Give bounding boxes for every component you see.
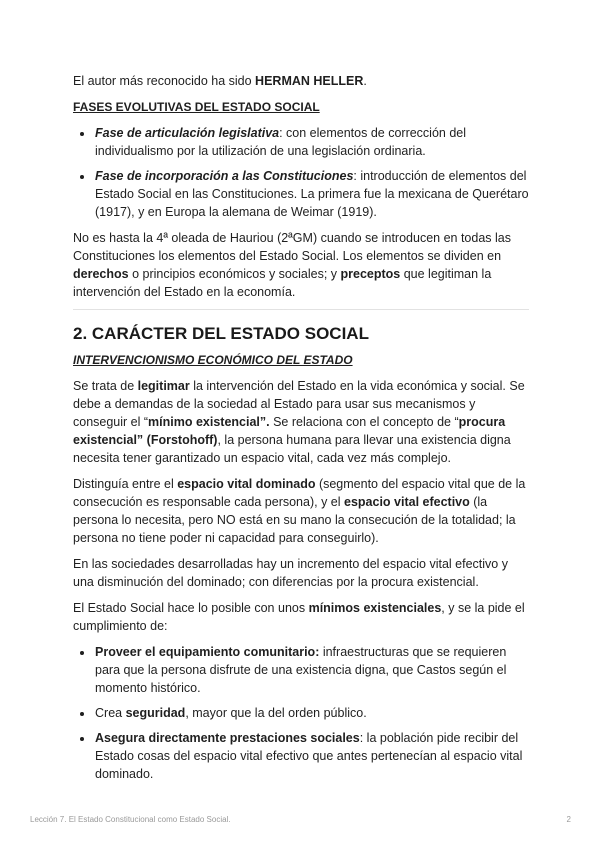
list-item	[94, 643, 529, 697]
fases-list	[73, 124, 529, 221]
bold-run: Asegura directamente prestaciones sociales	[95, 731, 360, 745]
bold-run: mínimo existencial”.	[148, 415, 270, 429]
text-run: la intervención del Estado en la vida económica y social. Se debe a demandas de la sociedad al Estado para usar sus mecanismos y conseguir el “	[73, 379, 525, 429]
legitimar-paragraph	[73, 377, 529, 467]
fase-text: : introducción de elementos del Estado Social en las Constituciones. La primera fue la mexicana de Querétaro (1917), y en Europa la alemana de Weimar (1919).	[95, 169, 529, 219]
list-item	[94, 124, 529, 160]
bold-run: espacio vital efectivo	[344, 495, 470, 509]
cumplimiento-list	[73, 643, 529, 783]
section-subheading: INTERVENCIONISMO ECONÓMICO DEL ESTADO	[73, 353, 353, 367]
bold-run: mínimos existenciales	[308, 601, 442, 615]
text-run: que legitiman la intervención del Estado en la economía.	[73, 267, 492, 299]
section-title: 2. CARÁCTER DEL ESTADO SOCIAL	[73, 324, 369, 343]
text-run: Distinguía entre el	[73, 477, 178, 491]
page-footer	[30, 811, 571, 829]
text-run: infraestructuras que se requieren para que la persona disfrute de una existencia digna, que Castos según el momento histórico.	[95, 645, 507, 695]
fase-text: : con elementos de corrección del individualismo por la utilización de una legislación ordinaria.	[95, 126, 467, 158]
bold-run: seguridad	[125, 706, 186, 720]
text-run: (segmento del espacio vital que de la consecución es responsable cada persona), y el	[73, 477, 526, 509]
section-divider	[73, 309, 529, 310]
footer-title: Lección 7. El Estado Constitucional como Estado Social.	[30, 815, 231, 824]
page-number: 2	[566, 815, 571, 824]
text-run: o principios económicos y sociales; y	[128, 267, 341, 281]
bold-run: Proveer el equipamiento comunitario:	[95, 645, 320, 659]
sociedades-paragraph: En las sociedades desarrolladas hay un incremento del espacio vital efectivo y una disminución del dominado; con diferencias por la procura existencial.	[73, 557, 508, 589]
text-run: , mayor que la del orden público.	[185, 706, 367, 720]
intro-end: .	[363, 74, 367, 88]
bold-run: derechos	[73, 267, 129, 281]
text-run: , la persona humana para llevar una existencia digna necesita tener garantizado un espacio vital, cada vez más complejo.	[73, 433, 511, 465]
text-run: Se trata de	[73, 379, 138, 393]
bold-run: espacio vital dominado	[177, 477, 316, 491]
fase-title: Fase de incorporación a las Constituciones	[95, 169, 354, 183]
author-name: HERMAN HELLER	[255, 74, 364, 88]
document-page	[73, 72, 529, 791]
minimos-paragraph	[73, 599, 529, 635]
hauriou-paragraph	[73, 229, 529, 301]
text-run: , y se la pide el cumplimiento de:	[73, 601, 525, 633]
list-item	[94, 167, 529, 221]
text-run: (la persona lo necesita, pero NO está en su mano la consecución de la totalidad; la persona no tiene poder ni capacidad para conseguirlo).	[73, 495, 516, 545]
text-run: Se relaciona con el concepto de “	[269, 415, 459, 429]
list-item	[94, 729, 529, 783]
espacio-vital-paragraph	[73, 475, 529, 547]
text-run: : la población pide recibir del Estado cosas del espacio vital efectivo que antes pertenecían al espacio vital dominado.	[95, 731, 523, 781]
text-run: No es hasta la 4ª oleada de Hauriou (2ªGM) cuando se introducen en todas las Constituciones los elementos del Estado Social. Los elementos se dividen en	[73, 231, 511, 263]
text-run: Crea	[95, 706, 126, 720]
fases-heading: FASES EVOLUTIVAS DEL ESTADO SOCIAL	[73, 100, 320, 114]
list-item	[94, 704, 529, 722]
bold-run: legitimar	[137, 379, 190, 393]
bold-run: preceptos	[340, 267, 401, 281]
fase-title: Fase de articulación legislativa	[95, 126, 280, 140]
text-run: El Estado Social hace lo posible con unos	[73, 601, 309, 615]
bold-run: procura existencial” (Forstohoff)	[73, 415, 506, 447]
intro-paragraph	[73, 72, 529, 90]
intro-text: El autor más reconocido ha sido	[73, 74, 256, 88]
